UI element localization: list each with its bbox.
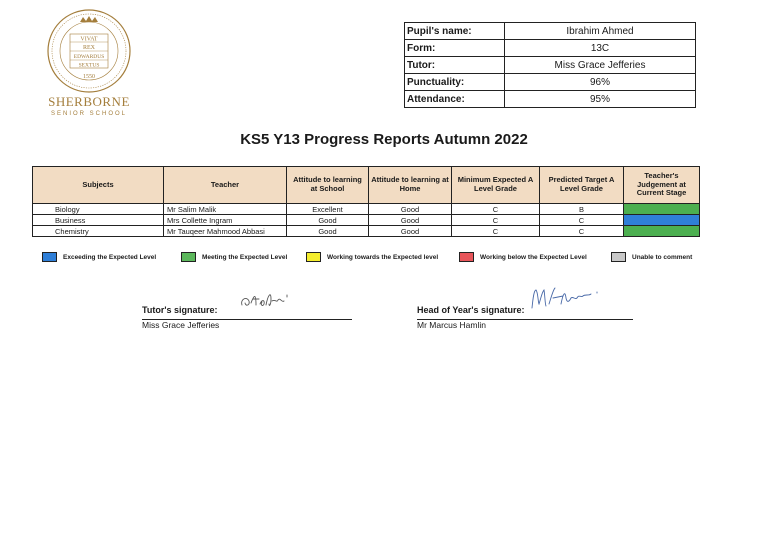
attitude-school-cell: Good	[287, 226, 369, 237]
legend-label: Exceeding the Expected Level	[63, 253, 157, 261]
header-min-expected: Minimum Expected A Level Grade	[452, 167, 540, 204]
legend-item-exceeding	[42, 252, 156, 262]
tutor-signature-label: Tutor's signature:	[142, 305, 218, 315]
legend-item-working-below	[459, 252, 587, 262]
min-expected-cell: C	[452, 226, 540, 237]
legend-label: Unable to comment	[632, 253, 693, 261]
teacher-cell: Mrs Collette Ingram	[164, 215, 287, 226]
subject-cell: Chemistry	[33, 226, 164, 237]
pupil-form: 13C	[505, 40, 696, 57]
header-attitude-home: Attitude to learning at Home	[369, 167, 452, 204]
seal-word-1: VIVAT	[80, 36, 98, 43]
legend-swatch	[42, 252, 57, 262]
legend-swatch	[181, 252, 196, 262]
info-label: Tutor:	[405, 57, 505, 74]
predicted-cell: C	[540, 226, 624, 237]
table-row	[33, 226, 700, 237]
header-judgement: Teacher's Judgement at Current Stage	[624, 167, 700, 204]
info-row-attendance	[405, 91, 696, 108]
header-predicted: Predicted Target A Level Grade	[540, 167, 624, 204]
head-signature-scribble-icon	[529, 284, 609, 312]
table-header-row	[33, 167, 700, 204]
judgement-cell	[624, 215, 700, 226]
legend-swatch	[306, 252, 321, 262]
info-row-form	[405, 40, 696, 57]
seal-word-4: SEXTUS	[78, 62, 100, 69]
header-teacher: Teacher	[164, 167, 287, 204]
pupil-name: Ibrahim Ahmed	[505, 23, 696, 40]
attitude-home-cell: Good	[369, 215, 452, 226]
attitude-home-cell: Good	[369, 226, 452, 237]
table-row	[33, 204, 700, 215]
legend-label: Meeting the Expected Level	[202, 253, 288, 261]
tutor-signature-scribble-icon	[238, 287, 294, 313]
head-signature-block	[417, 282, 633, 332]
teacher-cell: Mr Salim Malik	[164, 204, 287, 215]
pupil-attendance: 95%	[505, 91, 696, 108]
head-signature-label: Head of Year's signature:	[417, 305, 525, 315]
info-label: Form:	[405, 40, 505, 57]
school-subtitle: SENIOR SCHOOL	[50, 111, 127, 117]
tutor-signature-block	[142, 282, 352, 332]
legend-item-unable	[611, 252, 692, 262]
pupil-tutor: Miss Grace Jefferies	[505, 57, 696, 74]
pupil-info-table	[404, 22, 696, 108]
min-expected-cell: C	[452, 215, 540, 226]
predicted-cell: B	[540, 204, 624, 215]
min-expected-cell: C	[452, 204, 540, 215]
header-attitude-school: Attitude to learning at School	[287, 167, 369, 204]
judgement-cell	[624, 226, 700, 237]
progress-table	[32, 166, 700, 237]
teacher-cell: Mr Tauqeer Mahmood Abbasi	[164, 226, 287, 237]
attitude-home-cell: Good	[369, 204, 452, 215]
legend-swatch	[611, 252, 626, 262]
subject-cell: Biology	[33, 204, 164, 215]
legend	[42, 252, 742, 264]
pupil-punctuality: 96%	[505, 74, 696, 91]
seal-word-3: EDWARDUS	[73, 54, 105, 60]
tutor-name: Miss Grace Jefferies	[142, 320, 220, 330]
school-logo	[40, 8, 138, 120]
seal-word-2: REX	[83, 45, 95, 51]
header-subjects: Subjects	[33, 167, 164, 204]
seal-year: 1550	[83, 74, 95, 80]
info-row-tutor	[405, 57, 696, 74]
predicted-cell: C	[540, 215, 624, 226]
info-row-name	[405, 23, 696, 40]
info-label: Attendance:	[405, 91, 505, 108]
legend-swatch	[459, 252, 474, 262]
subject-cell: Business	[33, 215, 164, 226]
attitude-school-cell: Excellent	[287, 204, 369, 215]
legend-label: Working towards the Expected level	[327, 253, 439, 261]
info-label: Pupil's name:	[405, 23, 505, 40]
school-seal-icon	[46, 8, 132, 94]
info-row-punctuality	[405, 74, 696, 91]
report-title: KS5 Y13 Progress Reports Autumn 2022	[240, 131, 528, 148]
attitude-school-cell: Good	[287, 215, 369, 226]
legend-label: Working below the Expected Level	[480, 253, 587, 261]
legend-item-meeting	[181, 252, 287, 262]
info-label: Punctuality:	[405, 74, 505, 91]
table-row	[33, 215, 700, 226]
school-name: SHERBORNE	[48, 94, 130, 109]
judgement-cell	[624, 204, 700, 215]
legend-item-working-towards	[306, 252, 438, 262]
head-name: Mr Marcus Hamlin	[417, 320, 486, 330]
